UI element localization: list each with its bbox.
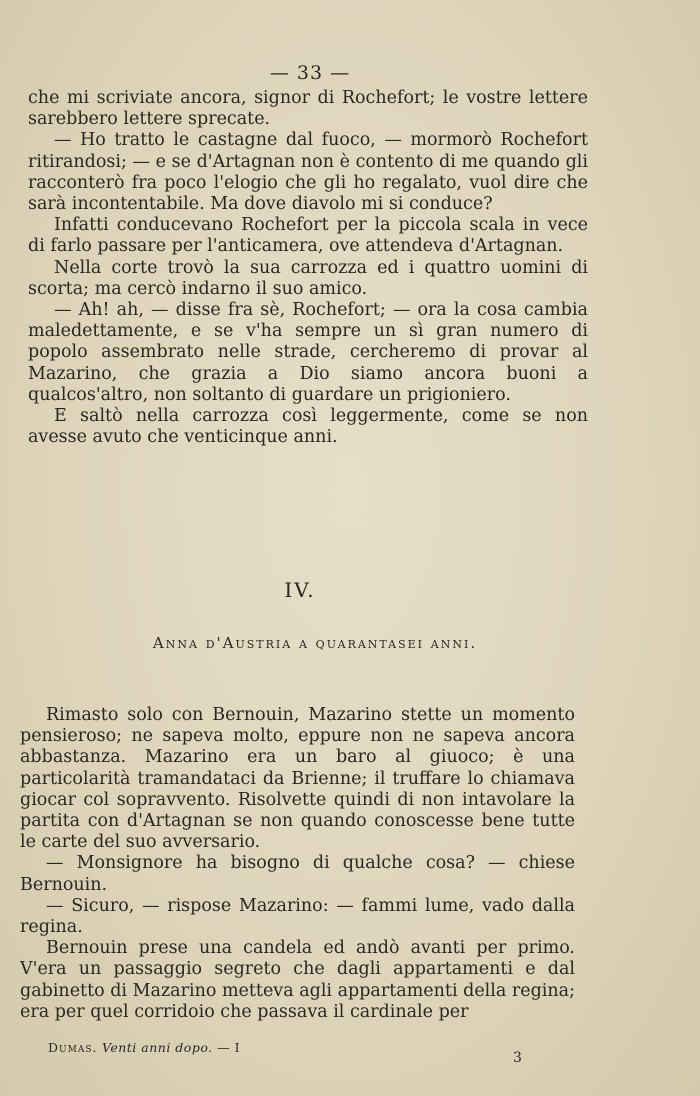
text-block-top: [28, 88, 588, 448]
footer-author: Dumas.: [48, 1040, 98, 1055]
footer-volume: — I: [217, 1040, 241, 1055]
paragraph: Infatti conducevano Rochefort per la piccola scala in vece di farlo passare per l'anticamera, ove attendeva d'Artagnan.: [28, 215, 588, 257]
paragraph: che mi scriviate ancora, signor di Rochefort; le vostre lettere sarebbero lettere sprecate.: [28, 88, 588, 130]
chapter-number: IV.: [284, 578, 316, 602]
paragraph: — Ah! ah, — disse fra sè, Rochefort; — ora la cosa cambia maledettamente, e se v'ha sempre un sì gran numero di popolo assembrato nelle strade, cercheremo di provar al Mazarino, che grazia a Dio siamo ancora buoni a qualcos'altro, non soltanto di guardare un prigioniero.: [28, 300, 588, 405]
printer-signature: 3: [513, 1050, 522, 1066]
paragraph: Nella corte trovò la sua carrozza ed i quattro uomini di scorta; ma cercò indarno il suo amico.: [28, 257, 588, 299]
paragraph: — Sicuro, — rispose Mazarino: — fammi lume, vado dalla regina.: [20, 895, 575, 938]
text-block-bottom: [20, 705, 575, 1023]
page-number: — 33 —: [269, 62, 351, 84]
footer-note: [48, 1040, 240, 1055]
paragraph: Rimasto solo con Bernouin, Mazarino stette un momento pensieroso; ne sapeva molto, eppure non ne sapeva ancora abbastanza. Mazarino era un baro al giuoco; è una particolarità tramandataci da Brienne; il truffare lo chiamava giocar col sopravvento. Risolvette quindi di non intavolare la partita con d'Artagnan se non quando conoscesse bene tutte le carte del suo avversario.: [20, 705, 575, 853]
paragraph: — Ho tratto le castagne dal fuoco, — mormorò Rochefort ritirandosi; — e se d'Artagnan non è contento di me quando gli racconterò fra poco l'elogio che gli ho regalato, vuol dire che sarà incontentabile. Ma dove diavolo mi si conduce?: [28, 130, 588, 215]
paragraph: E saltò nella carrozza così leggermente, come se non avesse avuto che venticinque anni.: [28, 406, 588, 448]
chapter-title: Anna d'Austria a quarantasei anni.: [152, 634, 478, 652]
paragraph: — Monsignore ha bisogno di qualche cosa? — chiese Bernouin.: [20, 853, 575, 895]
paragraph: Bernouin prese una candela ed andò avanti per primo. V'era un passaggio segreto che dagli appartamenti e dal gabinetto di Mazarino metteva agli appartamenti della regina; era per quel corridoio che passava il cardinale per: [20, 938, 575, 1022]
footer-book-title: Venti anni dopo.: [101, 1040, 213, 1055]
